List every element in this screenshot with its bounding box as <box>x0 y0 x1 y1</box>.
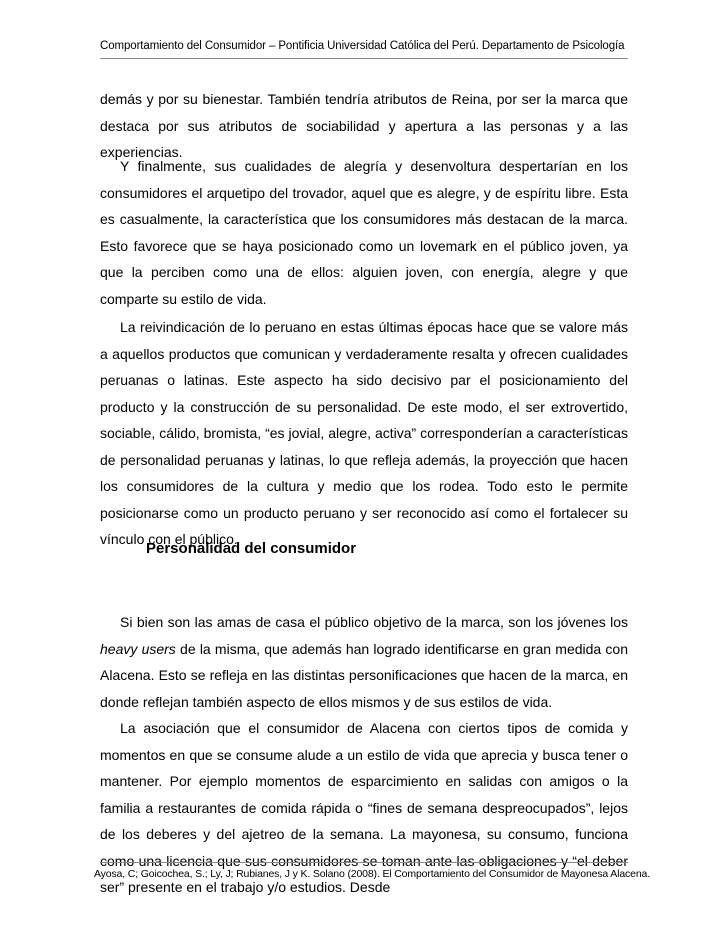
footer-citation: Ayosa, C; Goicochea, S.; Ly, J; Rubianes, J y K. Solano (2008). El Comportamiento del Consumidor de Mayonesa Alacena. <box>94 868 650 880</box>
paragraph-2: Y finalmente, sus cualidades de alegría y desenvoltura despertarían en los consumidores el arquetipo del trovador, aquel que es alegre, y de espíritu libre. Esta es casualmente, la característica que los consumidores más destacan de la marca. Esto favorece que se haya posicionado como un lovemark en el público joven, ya que la perciben como una de ellos: alguien joven, con energía, alegre y que comparte su estilo de vida. <box>100 158 628 307</box>
paragraph-5: La asociación que el consumidor de Alacena con ciertos tipos de comida y momentos en que se consume alude a un estilo de vida que aprecia y busca tener o mantener. Por ejemplo momentos de esparcimiento en salidas con amigos o la familia a restaurantes de comida rápida o “fines de semana despreocupados”, lejos de los deberes y del ajetreo de la semana. La mayonesa, su consumo, funciona como una licencia que sus consumidores se toman ante las obligaciones y “el deber ser” presente en el trabajo y/o estudios. Desde <box>100 720 628 895</box>
paragraph-3: La reivindicación de lo peruano en estas últimas épocas hace que se valore más a aquellos productos que comunican y verdaderamente resalta y ofrecen cualidades peruanas o latinas. Este aspecto ha sido decisivo par el posicionamiento del producto y la construcción de su personalidad. De este modo, el ser extrovertido, sociable, cálido, bromista, “es jovial, alegre, activa” corresponderían a características de personalidad peruanas y latinas, lo que refleja además, la proyección que hacen los consumidores de la cultura y medio que los rodea. Todo esto le permite posicionarse como un producto peruano y ser reconocido así como el fortalecer su vínculo con el público. <box>100 319 628 547</box>
header-divider <box>100 58 628 59</box>
paragraph-4 <box>100 609 628 715</box>
footer-divider <box>100 862 628 863</box>
paragraph-4-end: de la misma, que además han logrado identificarse en gran medida con Alacena. Esto se refleja en las distintas personificaciones que hacen de la marca, en donde reflejan también aspecto de ellos mismos y de sus estilos de vida. <box>100 640 628 710</box>
header-title: Comportamiento del Consumidor – Pontificia Universidad Católica del Perú. Departamento de Psicología <box>100 40 625 52</box>
section-heading: Personalidad del consumidor <box>146 540 357 557</box>
paragraph-1: demás y por su bienestar. También tendría atributos de Reina, por ser la marca que destaca por sus atributos de sociabilidad y apertura a las personas y a las experiencias. <box>100 91 628 160</box>
paragraph-4-italic-term: heavy users <box>100 640 176 657</box>
paragraph-4-start: Si bien son las amas de casa el público objetivo de la marca, son los jóvenes los <box>120 614 628 630</box>
